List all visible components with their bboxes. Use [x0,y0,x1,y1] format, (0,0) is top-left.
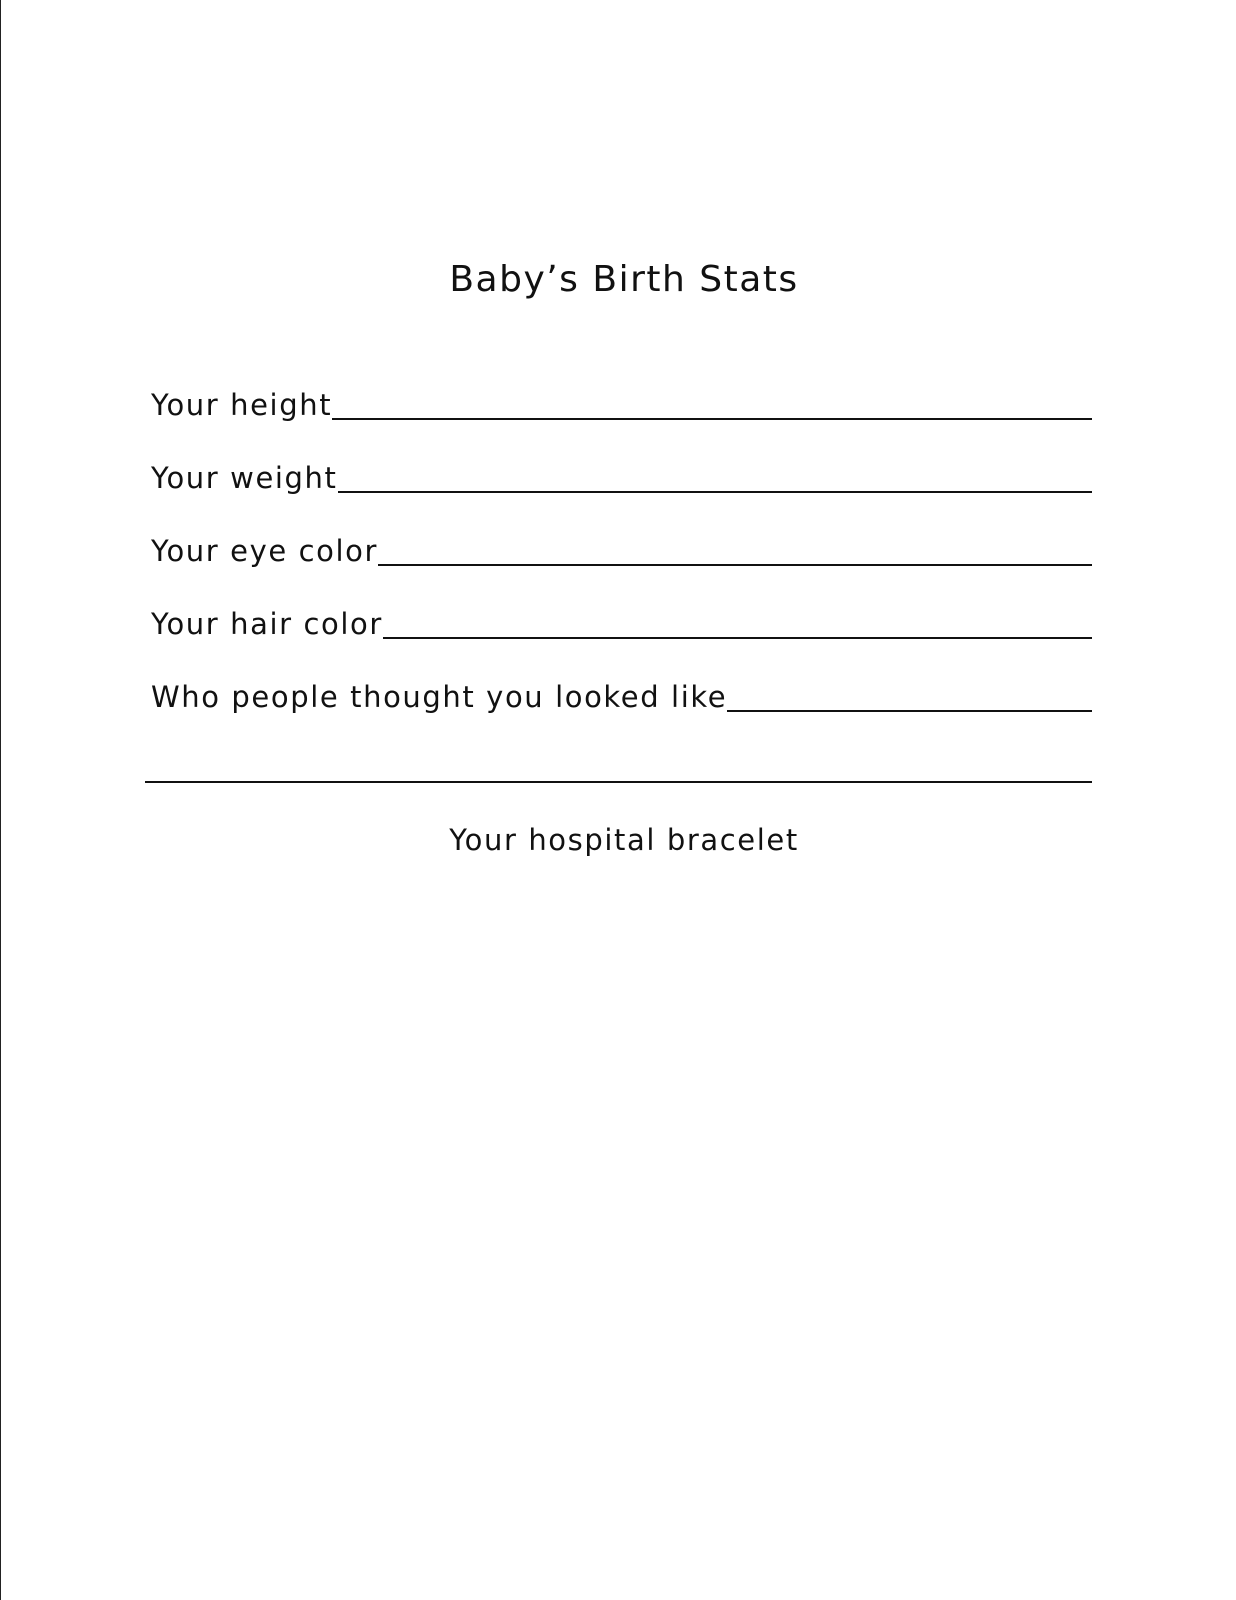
eye-color-field[interactable] [151,529,1092,569]
weight-blank-line[interactable] [338,491,1092,493]
height-blank-line[interactable] [332,418,1092,420]
page-title: Baby’s Birth Stats [449,259,799,300]
looked-like-label: Who people thought you looked like [151,680,728,714]
looked-like-field[interactable] [151,675,1092,715]
height-field[interactable] [151,383,1092,423]
hospital-bracelet-caption: Your hospital bracelet [449,823,799,857]
eye-color-blank-line[interactable] [378,564,1092,566]
hair-color-field[interactable] [151,602,1092,642]
looked-like-continuation-line[interactable] [145,781,1092,783]
weight-field[interactable] [151,456,1092,496]
page-left-border [0,0,1,1600]
eye-color-label: Your eye color [151,534,378,568]
weight-label: Your weight [151,461,338,495]
height-label: Your height [151,388,333,422]
hair-color-blank-line[interactable] [383,637,1092,639]
looked-like-blank-line[interactable] [727,710,1092,712]
hair-color-label: Your hair color [151,607,383,641]
